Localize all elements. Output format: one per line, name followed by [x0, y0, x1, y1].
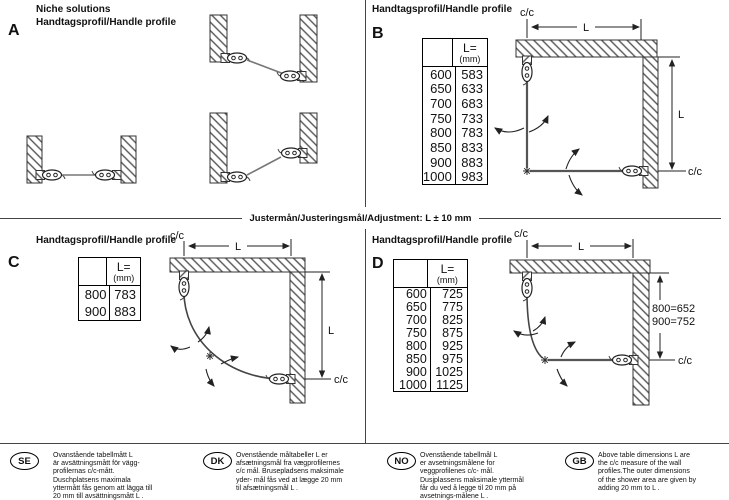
- cell-size: 650: [423, 82, 456, 97]
- cell-size: 750: [394, 327, 431, 340]
- footnote-line: yder- mål fås ved at lægge 20 mm: [236, 476, 343, 484]
- table-row: [394, 327, 467, 340]
- footnote-gb: [598, 452, 696, 493]
- panel-d-table: [393, 259, 468, 392]
- table-row: [79, 303, 140, 320]
- footnote-line: 20 mm till avsättningsmått L .: [53, 493, 144, 500]
- length-label: L: [678, 109, 685, 121]
- cell-size: 900: [79, 303, 110, 320]
- cell-size: 850: [394, 352, 431, 365]
- glass-panel: [247, 60, 284, 74]
- footnote-line: avsetnings-målene L .: [420, 493, 489, 500]
- wall: [510, 260, 650, 273]
- swing-arrow: [561, 342, 575, 357]
- footnote-line: Ovenstående måltabeller L er: [236, 452, 328, 459]
- curved-door-panel: [184, 292, 282, 379]
- table-row: [423, 169, 487, 184]
- footnote-line: profiles.The outer dimensions: [598, 468, 690, 476]
- footnote-se: [53, 452, 152, 500]
- footnote-line: är avsättningsmått för vägg-: [53, 460, 140, 468]
- footnote-line: the c/c measure of the wall: [598, 460, 682, 468]
- footnote-line: yttermått fås genom att lägga till: [53, 484, 153, 492]
- header-unit: (mm): [436, 275, 458, 285]
- profile-clamp-icon: [522, 272, 532, 301]
- length-label: L: [577, 241, 585, 253]
- cell-length: 725: [442, 287, 463, 302]
- cell-length: 883: [114, 304, 136, 319]
- table-header: [79, 258, 140, 286]
- profile-clamp-icon: [179, 271, 189, 300]
- length-label: L: [582, 22, 590, 34]
- cell-length: 833: [461, 139, 483, 155]
- cell-size: 750: [423, 111, 456, 126]
- quadrant-divider-bottom: [365, 229, 366, 443]
- footnote-line: Above table dimensions L are: [598, 452, 690, 459]
- quadrant-divider-top: [365, 0, 366, 207]
- panel-a-title-line2: Handtagsprofil/Handle profile: [36, 17, 177, 28]
- footnote-line: Duschplatsens maximala: [53, 476, 131, 484]
- glass-panel: [247, 157, 281, 175]
- cell-size: 1000: [423, 169, 456, 184]
- footnote-line: profilernas c/c-mått.: [53, 468, 115, 476]
- cell-size: 800: [79, 286, 110, 303]
- cell-length: 583: [461, 66, 483, 82]
- niche-diagram-bottom-right: [210, 113, 317, 183]
- panel-b-title: Handtagsprofil/Handle profile: [372, 4, 513, 15]
- cell-size: 850: [423, 140, 456, 155]
- cell-size: 700: [423, 96, 456, 111]
- profile-clamp-icon: [522, 56, 532, 85]
- table-row: [394, 314, 467, 327]
- profile-clamp-icon: [266, 374, 295, 384]
- table-row: [394, 352, 467, 365]
- table-header: [423, 39, 487, 67]
- table-header: [394, 260, 467, 288]
- footer-divider: [0, 443, 729, 444]
- cc-label: c/c: [513, 228, 529, 240]
- length-label: L: [234, 241, 242, 253]
- swing-arrow: [533, 317, 545, 331]
- cc-label: c/c: [334, 374, 349, 386]
- panel-d-letter: D: [372, 255, 384, 272]
- length-label: L: [328, 325, 335, 337]
- cell-size: 700: [394, 314, 431, 327]
- footnote-line: Ovanstående tabellmått L: [53, 452, 133, 459]
- cell-length: 783: [461, 125, 483, 141]
- cell-size: 800: [423, 126, 456, 141]
- corner-diagram-d: [510, 228, 695, 405]
- cell-length: 633: [461, 81, 483, 97]
- table-header-value: [428, 260, 467, 287]
- niche-diagram-bottom-left: [27, 136, 136, 183]
- cell-size: 800: [394, 340, 431, 353]
- cell-length: 875: [442, 326, 463, 341]
- footnote-line: adding 20 mm to L .: [598, 484, 660, 492]
- cell-size: 900: [423, 155, 456, 170]
- pivot-star-icon: [541, 356, 549, 364]
- panel-b-table: [422, 38, 488, 185]
- table-header-blank: [423, 39, 453, 66]
- cc-label: c/c: [169, 230, 185, 242]
- footnote-no: [420, 452, 524, 500]
- panel-a-letter: A: [8, 22, 20, 39]
- wall: [516, 40, 657, 57]
- footnote-dk: [236, 452, 344, 493]
- header-l: L=: [116, 260, 131, 274]
- pivot-star-icon: [523, 167, 531, 175]
- corner-diagram-b: [495, 7, 703, 195]
- curved-door-panel: [527, 293, 545, 360]
- table-row: [423, 111, 487, 126]
- niche-diagram-top-right: [210, 15, 317, 82]
- cell-size: 1000: [394, 378, 431, 391]
- cell-length: 983: [461, 169, 483, 185]
- table-row: [423, 126, 487, 141]
- swing-arrow: [221, 357, 238, 364]
- header-l: L=: [440, 262, 455, 276]
- table-row: [394, 288, 467, 301]
- swing-arrow: [495, 128, 524, 132]
- lang-badge-gb: GB: [565, 452, 594, 470]
- cell-length: 733: [461, 110, 483, 126]
- header-unit: (mm): [459, 54, 481, 64]
- wall: [170, 258, 305, 272]
- profile-clamp-icon: [92, 170, 121, 180]
- cell-length: 775: [442, 300, 463, 315]
- table-row: [394, 365, 467, 378]
- lang-badge-se: SE: [10, 452, 39, 470]
- table-row: [394, 378, 467, 391]
- cell-length: 783: [114, 287, 136, 302]
- table-header-blank: [394, 260, 428, 287]
- swing-arrow: [206, 369, 214, 386]
- swing-arrow: [557, 369, 567, 386]
- cell-length: 825: [442, 313, 463, 328]
- footnote-line: veggprofilenes c/c- mål.: [420, 468, 494, 476]
- cc-label: c/c: [688, 166, 703, 178]
- footnote-line: til afsætningsmål L .: [236, 484, 298, 492]
- lang-badge-dk: DK: [203, 452, 232, 470]
- footnote-line: Ovenstående tabellmål L: [420, 452, 498, 459]
- cell-size: 650: [394, 301, 431, 314]
- panel-c-table: [78, 257, 141, 321]
- cc-label: c/c: [519, 7, 535, 19]
- table-row: [394, 301, 467, 314]
- profile-clamp-icon: [278, 148, 307, 158]
- adjustment-divider: [0, 212, 721, 224]
- panel-c-letter: C: [8, 254, 20, 271]
- table-row: [79, 286, 140, 303]
- corner-diagram-c: [170, 230, 349, 403]
- table-row: [423, 82, 487, 97]
- swing-arrow: [566, 149, 579, 169]
- lang-badge-no: NO: [387, 452, 416, 470]
- cell-size: 900: [394, 365, 431, 378]
- wall: [121, 136, 136, 183]
- table-header-value: [107, 258, 140, 285]
- footnote-line: Dusjplassens maksimale yttermål: [420, 476, 524, 484]
- profile-clamp-icon: [221, 53, 250, 63]
- cell-length: 683: [461, 96, 483, 112]
- cell-length: 1125: [436, 377, 463, 392]
- header-unit: (mm): [113, 273, 135, 283]
- footnote-line: of the shower area are given by: [598, 476, 697, 484]
- table-row: [423, 67, 487, 82]
- cell-size: 600: [394, 288, 431, 301]
- table-header-blank: [79, 258, 107, 285]
- footnote-line: er avsetningsmålene for: [420, 460, 495, 468]
- pivot-star-icon: [206, 352, 214, 360]
- table-row: [423, 140, 487, 155]
- profile-clamp-icon: [221, 172, 250, 182]
- footnote-line: c/c mål. Brusepladsens maksimale: [236, 468, 344, 476]
- adjustment-note: Justermån/Justeringsmål/Adjustment: L ± 10 mm: [249, 212, 472, 224]
- wall: [633, 273, 649, 405]
- cell-length: 975: [442, 351, 463, 366]
- swing-arrow: [529, 116, 548, 132]
- table-row: [394, 340, 467, 353]
- table-row: [423, 155, 487, 170]
- divider-line: [0, 218, 242, 219]
- footnote-line: afsætningsmål fra vægprofilernes: [236, 460, 340, 468]
- divider-line: [479, 218, 721, 219]
- header-l: L=: [463, 41, 477, 55]
- cell-length: 1025: [435, 364, 463, 379]
- dim-equals-label: 800=652: [652, 303, 696, 315]
- footnote-line: får du ved å legge til 20 mm på: [420, 484, 517, 492]
- panel-a-title-line1: Niche solutions: [36, 4, 111, 15]
- cell-size: 600: [423, 67, 456, 82]
- swing-arrow: [514, 331, 538, 335]
- panel-d-title: Handtagsprofil/Handle profile: [372, 235, 513, 246]
- table-header-value: [453, 39, 487, 66]
- profile-clamp-icon: [619, 166, 648, 176]
- dim-equals-label: 900=752: [652, 316, 696, 328]
- profile-clamp-icon: [609, 355, 638, 365]
- panel-c-title: Handtagsprofil/Handle profile: [36, 235, 177, 246]
- profile-clamp-icon: [36, 170, 65, 180]
- swing-arrow: [171, 346, 190, 349]
- table-row: [423, 96, 487, 111]
- cc-label: c/c: [678, 355, 693, 367]
- cell-length: 883: [461, 154, 483, 170]
- cell-length: 925: [442, 338, 463, 353]
- swing-arrow: [569, 175, 582, 195]
- panel-b-letter: B: [372, 25, 384, 42]
